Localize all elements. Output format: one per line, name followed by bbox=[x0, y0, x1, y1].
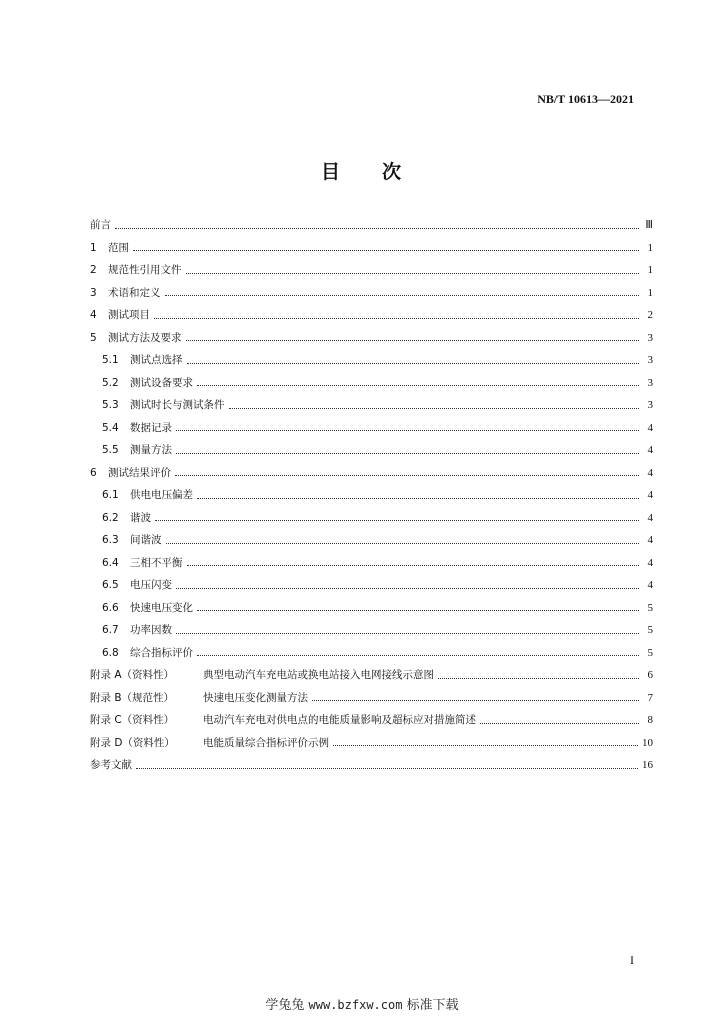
toc-entry-page: 4 bbox=[647, 489, 653, 501]
title-char-1: 目 bbox=[320, 161, 342, 183]
toc-entry[interactable] bbox=[90, 439, 653, 462]
toc-entry-number: 5.3 bbox=[102, 399, 119, 411]
toc-entry-title: 术语和定义 bbox=[108, 286, 161, 299]
toc-leader-dots bbox=[115, 228, 639, 229]
toc-entry-number: 6.7 bbox=[102, 624, 119, 636]
toc-entry-page: 7 bbox=[647, 691, 653, 704]
toc-leader-dots bbox=[176, 430, 639, 431]
toc-entry-title: 参考文献 bbox=[90, 759, 132, 771]
toc-leader-dots bbox=[133, 250, 639, 251]
toc-entry-page: 4 bbox=[647, 421, 653, 434]
toc-entry-appendix-label: 附录 A（资料性） bbox=[90, 669, 175, 681]
toc-leader-dots bbox=[176, 453, 639, 454]
toc-leader-dots bbox=[229, 408, 640, 409]
toc-entry-page: 4 bbox=[647, 579, 653, 591]
toc-entry[interactable] bbox=[90, 597, 653, 620]
toc-entry[interactable] bbox=[90, 664, 653, 687]
toc-entry-title: 快速电压变化 bbox=[130, 601, 193, 614]
toc-entry[interactable] bbox=[90, 417, 653, 440]
toc-entry[interactable] bbox=[90, 732, 653, 755]
toc-entry-title: 功率因数 bbox=[130, 624, 172, 636]
toc-entry-title: 综合指标评价 bbox=[130, 646, 193, 659]
toc-entry-page: 5 bbox=[647, 601, 653, 614]
toc-entry-title: 测试点选择 bbox=[130, 354, 183, 366]
toc-entry[interactable] bbox=[90, 304, 653, 327]
toc-entry-title: 测试时长与测试条件 bbox=[130, 399, 225, 411]
toc-entry-title: 规范性引用文件 bbox=[108, 264, 182, 276]
toc-entry-number: 6 bbox=[90, 466, 97, 479]
toc-entry-page: 10 bbox=[642, 736, 653, 749]
toc-entry-number: 5.5 bbox=[102, 444, 119, 456]
toc-entry[interactable] bbox=[90, 237, 653, 260]
toc-entry-number: 4 bbox=[90, 309, 97, 321]
toc-leader-dots bbox=[480, 723, 639, 724]
toc-entry-number: 6.6 bbox=[102, 601, 119, 614]
toc-entry-title: 快速电压变化测量方法 bbox=[203, 691, 308, 704]
toc-entry-title: 间谐波 bbox=[130, 534, 162, 546]
toc-entry-number: 6.3 bbox=[102, 534, 119, 546]
toc-entry[interactable] bbox=[90, 259, 653, 282]
toc-leader-dots bbox=[154, 318, 639, 319]
toc-entry-title: 测试设备要求 bbox=[130, 376, 193, 389]
toc-entry-page: 4 bbox=[647, 466, 653, 479]
toc-entry-number: 5.4 bbox=[102, 421, 119, 434]
toc-entry[interactable] bbox=[90, 462, 653, 485]
toc-entry-title: 电动汽车充电对供电点的电能质量影响及超标应对措施简述 bbox=[203, 714, 476, 726]
toc-leader-dots bbox=[165, 295, 640, 296]
toc-entry[interactable] bbox=[90, 484, 653, 507]
toc-entry[interactable] bbox=[90, 642, 653, 665]
toc-entry[interactable] bbox=[90, 529, 653, 552]
toc-entry-title: 测试项目 bbox=[108, 309, 150, 321]
toc-entry-title: 三相不平衡 bbox=[130, 556, 183, 569]
toc-leader-dots bbox=[155, 520, 639, 521]
toc-entry-title: 数据记录 bbox=[130, 421, 172, 434]
toc-leader-dots bbox=[197, 655, 639, 656]
toc-entry-page: 3 bbox=[647, 331, 653, 344]
toc-leader-dots bbox=[176, 633, 639, 634]
toc-entry-page: 16 bbox=[642, 759, 653, 771]
toc-leader-dots bbox=[187, 565, 640, 566]
toc-leader-dots bbox=[176, 588, 639, 589]
toc-entry-appendix-label: 附录 C（资料性） bbox=[90, 714, 175, 726]
toc-entry[interactable] bbox=[90, 507, 653, 530]
toc-entry[interactable] bbox=[90, 349, 653, 372]
document-code: NB/T 10613—2021 bbox=[537, 92, 634, 106]
toc-entry-page: 3 bbox=[647, 376, 653, 389]
toc-entry-number: 5.2 bbox=[102, 376, 119, 389]
toc-entry-number: 6.8 bbox=[102, 646, 119, 659]
toc-entry-page: 3 bbox=[647, 354, 653, 366]
toc-leader-dots bbox=[186, 340, 640, 341]
watermark-url: www.bzfxw.com bbox=[308, 998, 403, 1012]
toc-entry-number: 3 bbox=[90, 286, 97, 299]
toc-entry-number: 5 bbox=[90, 331, 97, 344]
toc-entry-page: 5 bbox=[647, 646, 653, 659]
toc-entry-page: 5 bbox=[647, 624, 653, 636]
toc-entry-title: 测量方法 bbox=[130, 444, 172, 456]
toc-entry-title: 电能质量综合指标评价示例 bbox=[203, 736, 329, 749]
toc-entry-title: 典型电动汽车充电站或换电站接入电网接线示意图 bbox=[203, 669, 434, 681]
toc-entry[interactable] bbox=[90, 574, 653, 597]
toc-entry-number: 5.1 bbox=[102, 354, 119, 366]
toc-entry[interactable] bbox=[90, 214, 653, 237]
toc-entry-title: 供电电压偏差 bbox=[130, 489, 193, 501]
watermark-site-name: 学兔兔 bbox=[265, 998, 305, 1013]
toc-leader-dots bbox=[438, 678, 639, 679]
toc-entry[interactable] bbox=[90, 372, 653, 395]
toc-entry-page: 1 bbox=[647, 241, 653, 254]
toc-entry[interactable] bbox=[90, 282, 653, 305]
toc-entry-page: 6 bbox=[647, 669, 653, 681]
toc-leader-dots bbox=[166, 543, 640, 544]
toc-entry-title: 电压闪变 bbox=[130, 579, 172, 591]
toc-entry[interactable] bbox=[90, 687, 653, 710]
toc-entry-number: 6.5 bbox=[102, 579, 119, 591]
toc-entry-page: 4 bbox=[647, 444, 653, 456]
toc-entry-page: 1 bbox=[647, 264, 653, 276]
toc-entry-title: 测试结果评价 bbox=[108, 466, 171, 479]
toc-entry-title: 谐波 bbox=[130, 511, 151, 524]
page-number: I bbox=[630, 953, 634, 967]
toc-entry-page: 4 bbox=[647, 556, 653, 569]
watermark-suffix: 标准下载 bbox=[406, 998, 459, 1013]
toc-entry-number: 6.1 bbox=[102, 489, 119, 501]
toc-entry-title: 前言 bbox=[90, 219, 111, 231]
toc-leader-dots bbox=[136, 768, 638, 769]
toc-entry[interactable] bbox=[90, 754, 653, 777]
toc-leader-dots bbox=[333, 745, 638, 746]
toc-entry[interactable] bbox=[90, 709, 653, 732]
toc-entry-title: 范围 bbox=[108, 241, 129, 254]
toc-entry[interactable] bbox=[90, 394, 653, 417]
toc-entry-title: 测试方法及要求 bbox=[108, 331, 182, 344]
toc-entry-page: 8 bbox=[647, 714, 653, 726]
toc-leader-dots bbox=[187, 363, 640, 364]
toc-entry-number: 6.2 bbox=[102, 511, 119, 524]
toc-entry[interactable] bbox=[90, 327, 653, 350]
toc-leader-dots bbox=[197, 385, 639, 386]
toc-entry[interactable] bbox=[90, 619, 653, 642]
toc-entry-number: 1 bbox=[90, 241, 97, 254]
toc-entry-appendix-label: 附录 B（规范性） bbox=[90, 691, 175, 704]
toc-leader-dots bbox=[197, 498, 639, 499]
toc-entry-number: 2 bbox=[90, 264, 97, 276]
toc-entry-page: 2 bbox=[647, 309, 653, 321]
toc-leader-dots bbox=[175, 475, 639, 476]
toc-entry-appendix-label: 附录 D（资料性） bbox=[90, 736, 175, 749]
toc-entry[interactable] bbox=[90, 552, 653, 575]
toc-entry-page: 1 bbox=[647, 286, 653, 299]
toc-entry-page: 4 bbox=[647, 511, 653, 524]
title-char-2: 次 bbox=[382, 161, 404, 183]
toc-leader-dots bbox=[197, 610, 639, 611]
toc-leader-dots bbox=[186, 273, 640, 274]
page-title bbox=[0, 157, 724, 184]
toc-leader-dots bbox=[312, 700, 639, 701]
table-of-contents bbox=[90, 214, 653, 777]
toc-entry-page: 4 bbox=[647, 534, 653, 546]
toc-entry-number: 6.4 bbox=[102, 556, 119, 569]
watermark bbox=[0, 994, 724, 1013]
toc-entry-page: 3 bbox=[647, 399, 653, 411]
toc-entry-page: Ⅲ bbox=[645, 219, 653, 231]
